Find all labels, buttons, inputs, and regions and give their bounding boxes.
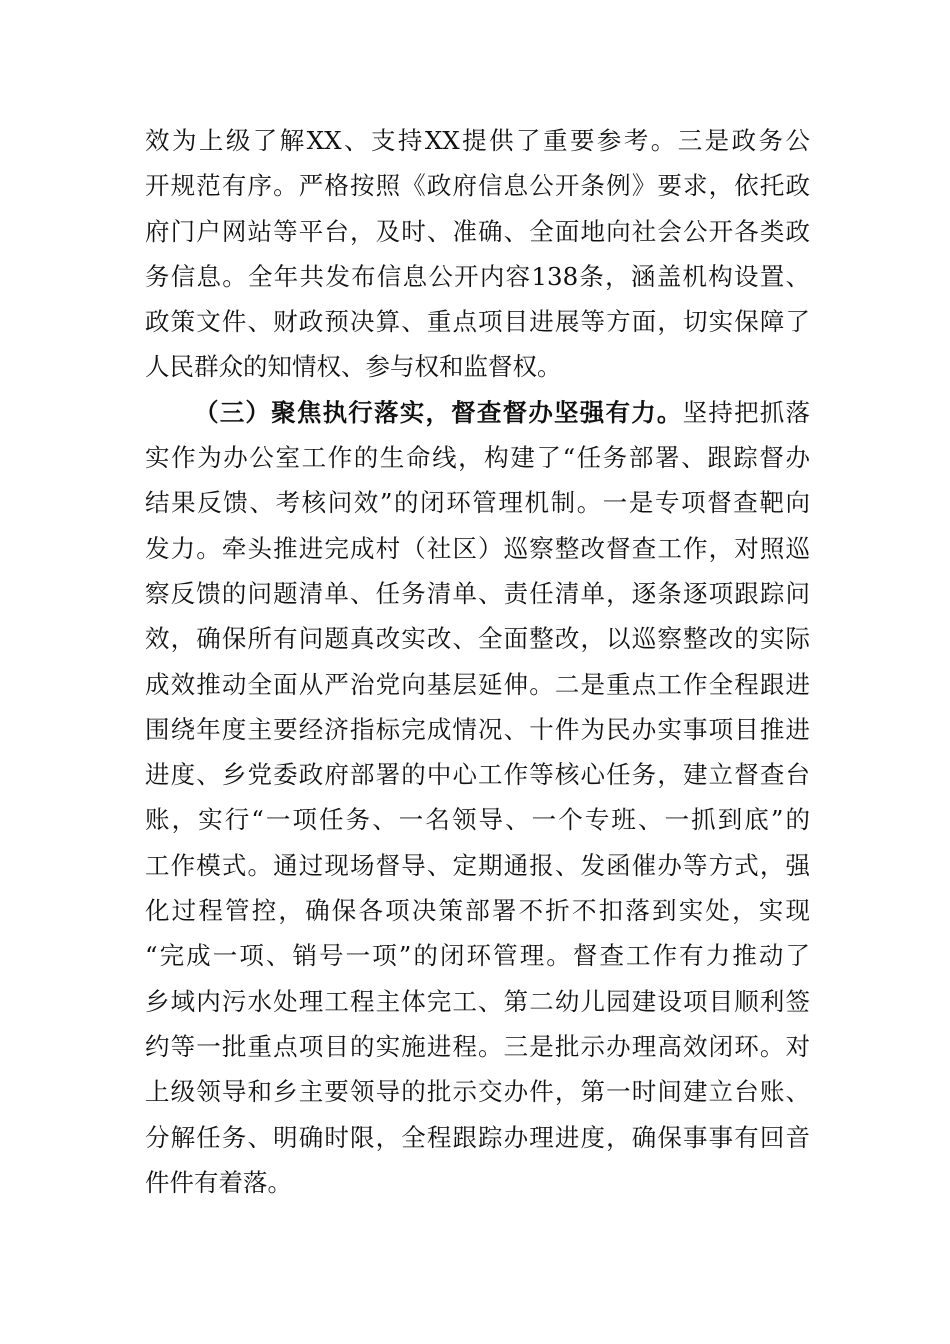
paragraph-government-affairs	[145, 118, 810, 390]
text-line: 效为上级了解XX、支持XX提供了重要参考。三是政务公	[145, 126, 810, 155]
text-line: 政策文件、财政预决算、重点项目进展等方面，切实保障了	[145, 307, 810, 337]
text-line: 实作为办公室工作的生命线，构建了“任务部署、跟踪督办	[145, 443, 810, 473]
text-line: 账，实行“一项任务、一名领导、一个专班、一抓到底”的	[145, 805, 810, 835]
text-line-first	[145, 390, 810, 435]
text-line: 成效推动全面从严治党向基层延伸。二是重点工作全程跟进	[145, 669, 810, 699]
document-body	[145, 118, 810, 1205]
text-run: 坚持把抓落	[682, 397, 811, 427]
text-line: 人民群众的知情权、参与权和监督权。	[145, 352, 562, 382]
text-line: 约等一批重点项目的实施进程。三是批示办理高效闭环。对	[145, 1031, 810, 1061]
text-line: 发力。牵头推进完成村（社区）巡察整改督查工作，对照巡	[145, 533, 810, 563]
text-line: 乡域内污水处理工程主体完工、第二幼儿园建设项目顺利签	[145, 986, 810, 1016]
text-line: 化过程管控，确保各项决策部署不折不扣落到实处，实现	[145, 896, 810, 926]
text-line: 围绕年度主要经济指标完成情况、十件为民办实事项目推进	[145, 714, 810, 744]
text-line: 效，确保所有问题真改实改、全面整改，以巡察整改的实际	[145, 624, 810, 654]
text-line: 上级领导和乡主要领导的批示交办件，第一时间建立台账、	[145, 1077, 810, 1107]
text-line: 府门户网站等平台，及时、准确、全面地向社会公开各类政	[145, 216, 810, 246]
paragraph-supervision	[145, 390, 810, 1205]
text-line: 开规范有序。严格按照《政府信息公开条例》要求，依托政	[145, 171, 810, 201]
text-line: 分解任务、明确时限，全程跟踪办理进度，确保事事有回音	[145, 1122, 810, 1152]
text-line: 进度、乡党委政府部署的中心工作等核心任务，建立督查台	[145, 760, 810, 790]
text-line: 结果反馈、考核问效”的闭环管理机制。一是专项督查靶向	[145, 488, 810, 518]
section-heading: （三）聚焦执行落实，督查督办坚强有力。	[194, 397, 683, 427]
text-line: “完成一项、销号一项”的闭环管理。督查工作有力推动了	[145, 941, 810, 971]
text-line: 工作模式。通过现场督导、定期通报、发函催办等方式，强	[145, 850, 810, 880]
text-line: 件件有着落。	[145, 1167, 292, 1197]
text-line: 务信息。全年共发布信息公开内容138条，涵盖机构设置、	[145, 261, 810, 291]
text-line: 察反馈的问题清单、任务清单、责任清单，逐条逐项跟踪问	[145, 578, 810, 608]
